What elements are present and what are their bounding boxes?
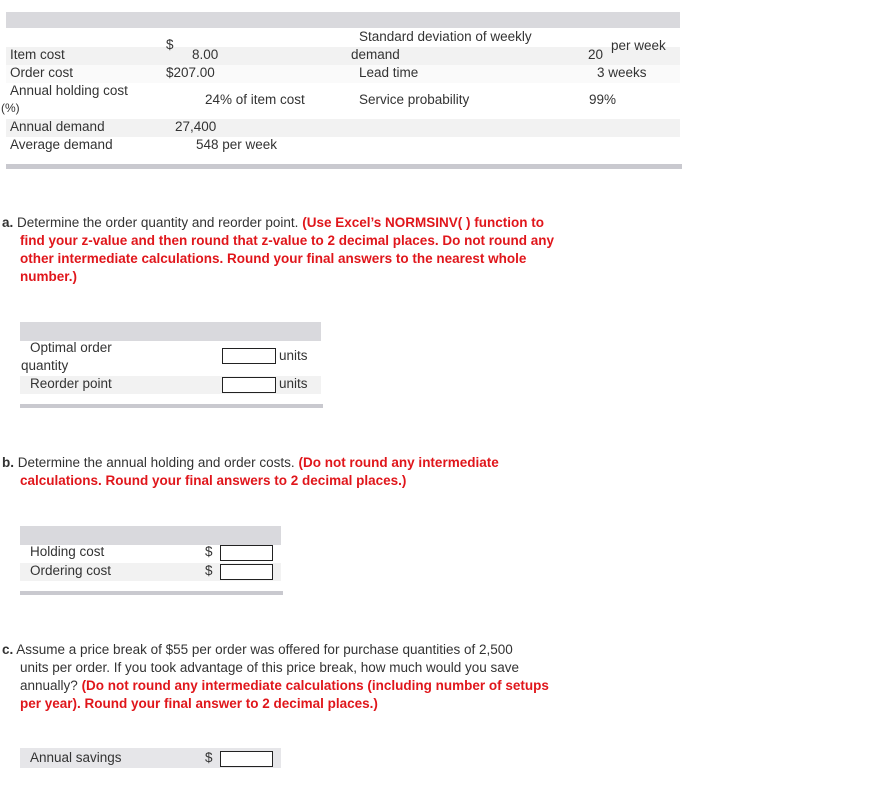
optimal-order-quantity-unit: units xyxy=(279,348,308,363)
answer-table-bottom-rule xyxy=(20,591,283,595)
std-dev-label-cont: demand xyxy=(351,47,400,62)
order-cost-value: $207.00 xyxy=(166,65,215,80)
ordering-cost-input[interactable] xyxy=(220,564,273,580)
part-c-text: annually? xyxy=(20,678,78,693)
service-probability-label: Service probability xyxy=(359,92,470,107)
holding-cost-answer-label: Holding cost xyxy=(30,544,105,559)
part-c-letter: c. xyxy=(2,642,14,657)
item-cost-label: Item cost xyxy=(10,47,65,62)
part-a-text: Determine the order quantity and reorder point. xyxy=(13,215,299,230)
part-b-instruction: calculations. Round your final answers to 2 decimal places.) xyxy=(20,473,407,488)
item-cost-dollar-sign: $ xyxy=(166,37,174,52)
part-a-instruction: other intermediate calculations. Round your final answers to the nearest whole xyxy=(20,251,527,266)
optimal-order-quantity-label: Optimal order xyxy=(30,340,112,355)
row-band xyxy=(6,65,680,83)
std-dev-unit: per week xyxy=(611,38,666,53)
holding-cost-input[interactable] xyxy=(220,545,273,561)
table-header-bar xyxy=(6,12,680,28)
row-band xyxy=(6,47,680,65)
holding-cost-label: Annual holding cost xyxy=(10,83,128,98)
holding-cost-currency: $ xyxy=(205,544,213,559)
annual-demand-label: Annual demand xyxy=(10,119,105,134)
holding-cost-label-unit: (%) xyxy=(1,101,20,115)
ordering-cost-currency: $ xyxy=(205,563,213,578)
annual-savings-currency: $ xyxy=(205,750,213,765)
lead-time-value: 3 weeks xyxy=(597,65,647,80)
optimal-order-quantity-input[interactable] xyxy=(222,348,276,364)
part-b-instruction: (Do not round any intermediate xyxy=(298,455,499,470)
reorder-point-label: Reorder point xyxy=(30,376,112,391)
std-dev-label: Standard deviation of weekly xyxy=(359,29,532,44)
part-b-letter: b. xyxy=(2,455,14,470)
part-c-text: units per order. If you took advantage of this price break, how much would you save xyxy=(20,660,520,675)
holding-cost-value: 24% of item cost xyxy=(205,92,305,107)
part-a-instruction: (Use Excel’s NORMSINV( ) function to xyxy=(302,215,544,230)
part-a-instruction: find your z-value and then round that z-value to 2 decimal places. Do not round any xyxy=(20,233,555,248)
part-c-instruction: (Do not round any intermediate calculations (including number of setups xyxy=(81,678,549,693)
service-probability-value: 99% xyxy=(589,92,617,107)
annual-demand-value: 27,400 xyxy=(175,119,217,134)
std-dev-value: 20 xyxy=(588,47,604,62)
reorder-point-unit: units xyxy=(279,376,308,391)
answer-table-bottom-rule xyxy=(20,404,323,408)
item-cost-value: 8.00 xyxy=(192,47,219,62)
part-b-text: Determine the annual holding and order costs. xyxy=(14,455,295,470)
average-demand-label: Average demand xyxy=(10,137,113,152)
table-bottom-rule xyxy=(6,164,682,169)
average-demand-value: 548 per week xyxy=(196,137,278,152)
answer-table-header xyxy=(20,322,321,341)
part-a-letter: a. xyxy=(2,215,14,230)
annual-savings-input[interactable] xyxy=(220,751,273,767)
lead-time-label: Lead time xyxy=(359,65,419,80)
part-c-text: Assume a price break of $55 per order was offered for purchase quantities of 2,500 xyxy=(13,642,513,657)
part-a-instruction: number.) xyxy=(20,269,78,284)
row-band xyxy=(6,119,680,137)
annual-savings-label: Annual savings xyxy=(30,750,122,765)
part-c-instruction: per year). Round your final answer to 2 decimal places.) xyxy=(20,696,378,711)
order-cost-label: Order cost xyxy=(10,65,74,80)
answer-table-header xyxy=(20,526,281,545)
optimal-order-quantity-label-cont: quantity xyxy=(21,358,69,373)
reorder-point-input[interactable] xyxy=(222,377,276,393)
ordering-cost-answer-label: Ordering cost xyxy=(30,563,112,578)
